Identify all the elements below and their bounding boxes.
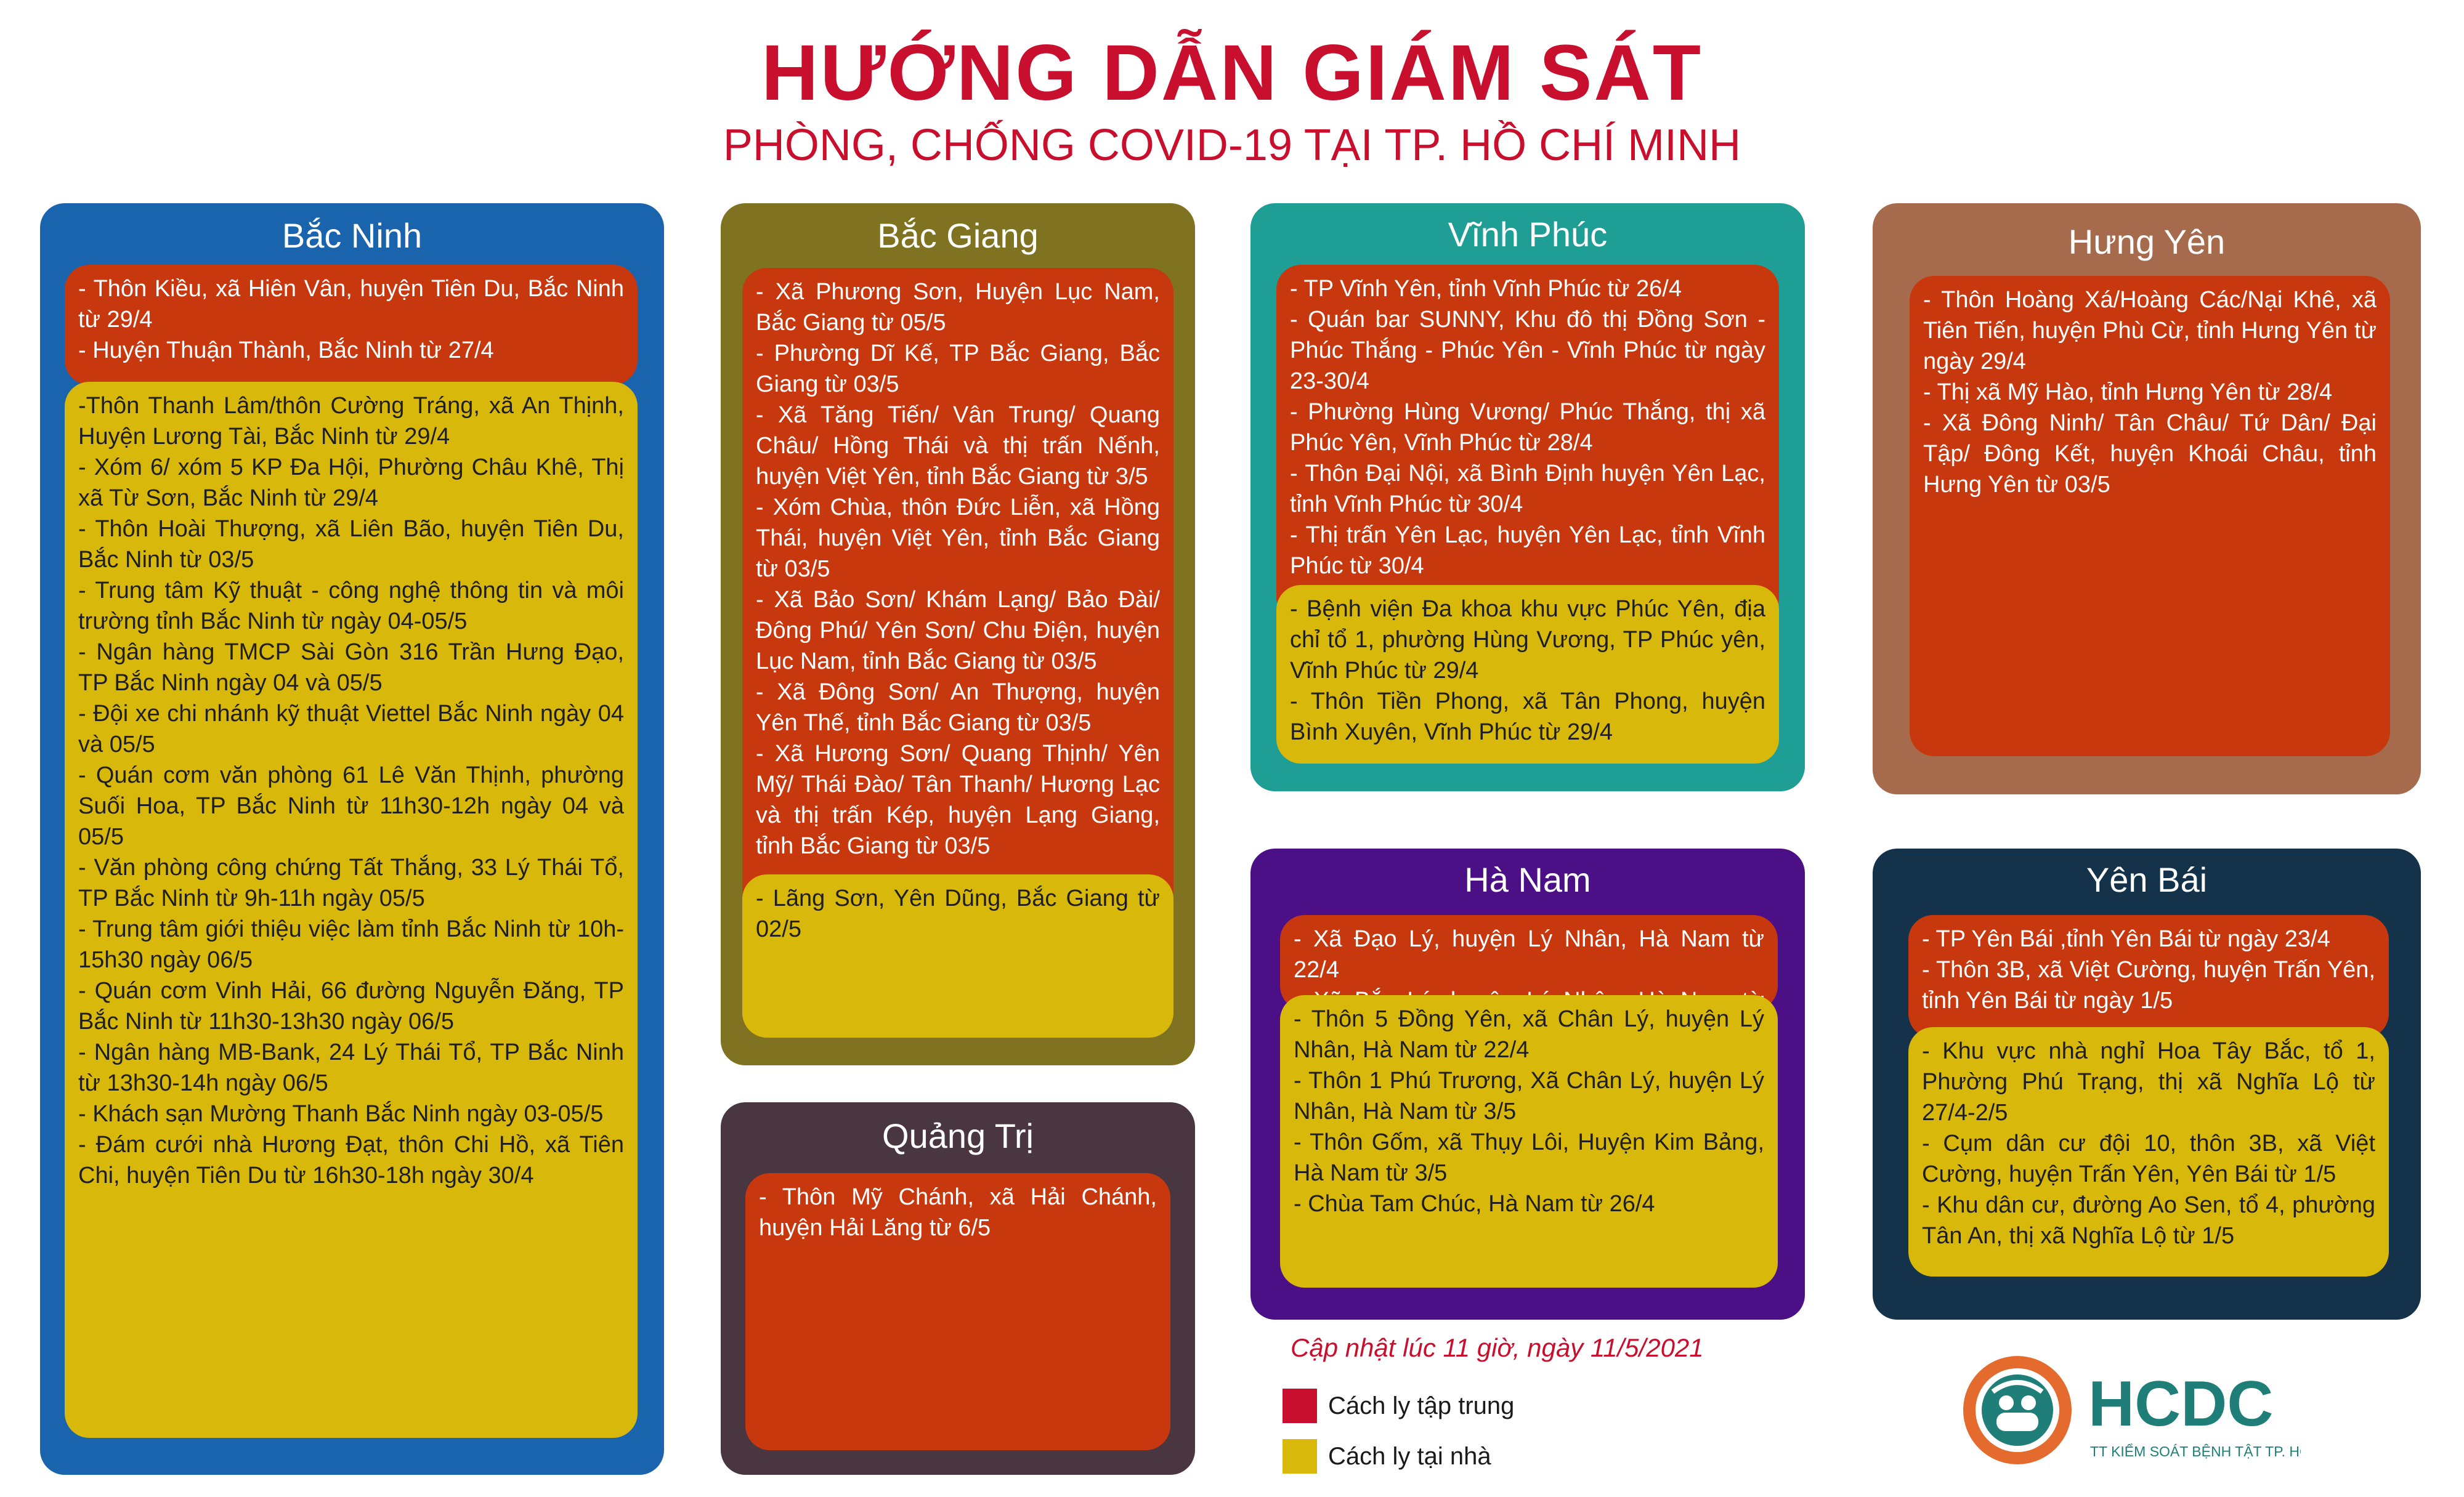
entry-line: - Xóm Chùa, thôn Đức Liễn, xã Hồng Thái, huyện Việt Yên, tỉnh Bắc Giang từ 03/5 [756, 494, 1160, 582]
entry-line: - Trung tâm giới thiệu việc làm tỉnh Bắc Ninh từ 10h-15h30 ngày 06/5 [78, 916, 624, 973]
entry-line: - Thôn 1 Phú Trương, Xã Chân Lý, huyện Lý Nhân, Hà Nam từ 3/5 [1294, 1068, 1764, 1124]
card-title: Bắc Giang [877, 216, 1039, 255]
logo-subtext: TT KIỂM SOÁT BỆNH TẬT TP. HCM [2090, 1443, 2301, 1459]
card-title: Yên Bái [2086, 860, 2208, 899]
card-title: Bắc Ninh [282, 216, 423, 255]
entry-line: - Xã Đạo Lý, huyện Lý Nhân, Hà Nam từ 22/4 [1294, 926, 1764, 983]
entry-line: - Đám cưới nhà Hương Đạt, thôn Chi Hồ, xã Tiên Chi, huyện Tiên Du từ 16h30-18h ngày 30/4 [78, 1132, 624, 1188]
entry-line: - Thôn Hoàng Xá/Hoàng Các/Nại Khê, xã Tiên Tiến, huyện Phù Cừ, tỉnh Hưng Yên từ ngày 29/4 [1923, 287, 2377, 374]
card-quang-tri [721, 1102, 1195, 1475]
entry-line: - Ngân hàng MB-Bank, 24 Lý Thái Tổ, TP Bắc Ninh từ 13h30-14h ngày 06/5 [78, 1039, 624, 1096]
entry-line: - Bệnh viện Đa khoa khu vực Phúc Yên, địa chỉ tổ 1, phường Hùng Vương, TP Phúc yên, Vĩnh Phúc từ 29/4 [1290, 596, 1765, 684]
red-box [742, 268, 1173, 914]
entry-line: - Thôn Gốm, xã Thụy Lôi, Huyện Kim Bảng, Hà Nam từ 3/5 [1294, 1129, 1764, 1186]
legend-red-label: Cách ly tập trung [1328, 1392, 1515, 1419]
entry-line: - Thôn Mỹ Chánh, xã Hải Chánh, huyện Hải Lăng từ 6/5 [759, 1184, 1157, 1241]
card-title: Vĩnh Phúc [1448, 215, 1608, 254]
card-hung-yen [1873, 203, 2421, 794]
red-box [1908, 915, 2389, 1038]
entry-line: - Thôn Kiều, xã Hiên Vân, huyện Tiên Du, Bắc Ninh từ 29/4 [78, 276, 624, 333]
yellow-box [742, 874, 1173, 1038]
entry-line: - Quán bar SUNNY, Khu đô thị Đồng Sơn - Phúc Thắng - Phúc Yên - Vĩnh Phúc từ ngày 23-30/4 [1290, 307, 1765, 394]
card-bac-ninh [40, 203, 664, 1475]
card-yen-bai [1873, 849, 2421, 1320]
entry-line: - Xóm 6/ xóm 5 KP Đa Hội, Phường Châu Khê, Thị xã Từ Sơn, Bắc Ninh từ 29/4 [78, 454, 624, 511]
page-subtitle: PHÒNG, CHỐNG COVID-19 TẠI TP. HỒ CHÍ MINH [723, 121, 1741, 170]
entry-line: - Xã Bảo Sơn/ Khám Lạng/ Bảo Đài/ Đông Phú/ Yên Sơn/ Chu Điện, huyện Lục Nam, tỉnh Bắc Giang từ 03/5 [756, 587, 1160, 674]
card-vinh-phuc [1250, 203, 1805, 791]
entry-line: - Phường Hùng Vương/ Phúc Thắng, thị xã Phúc Yên, Vĩnh Phúc từ 28/4 [1290, 399, 1765, 456]
entry-line: - Quán cơm văn phòng 61 Lê Văn Thịnh, phường Suối Hoa, TP Bắc Ninh từ 11h30-12h ngày 04 và 05/5 [78, 762, 624, 850]
entry-line: - Chùa Tam Chúc, Hà Nam từ 26/4 [1294, 1191, 1655, 1217]
entry-line: - Thị xã Mỹ Hào, tỉnh Hưng Yên từ 28/4 [1923, 379, 2333, 405]
legend-yellow [1283, 1439, 1491, 1474]
entry-line: - Khách sạn Mường Thanh Bắc Ninh ngày 03-05/5 [78, 1101, 604, 1127]
entry-line: - Thôn Hoài Thượng, xã Liên Bão, huyện Tiên Du, Bắc Ninh từ 03/5 [78, 516, 624, 573]
entry-line: - TP Vĩnh Yên, tỉnh Vĩnh Phúc từ 26/4 [1290, 276, 1682, 302]
red-box [1910, 276, 2390, 756]
red-box [65, 265, 638, 385]
legend-red [1283, 1389, 1514, 1423]
entry-line: - Xã Tăng Tiến/ Vân Trung/ Quang Châu/ Hồng Thái và thị trấn Nếnh, huyện Việt Yên, tỉnh Bắc Giang từ 3/5 [756, 402, 1160, 490]
entry-line: - Thôn 5 Đồng Yên, xã Chân Lý, huyện Lý Nhân, Hà Nam từ 22/4 [1294, 1006, 1764, 1063]
entry-line: - Thôn Đại Nội, xã Bình Định huyện Yên Lạc, tỉnh Vĩnh Phúc từ 30/4 [1290, 461, 1765, 517]
yellow-box [1276, 585, 1779, 764]
red-box [745, 1173, 1170, 1450]
entry-line: -Thôn Thanh Lâm/thôn Cường Tráng, xã An Thịnh, Huyện Lương Tài, Bắc Ninh từ 29/4 [78, 393, 624, 450]
entry-line: - Đội xe chi nhánh kỹ thuật Viettel Bắc Ninh ngày 04 và 05/5 [78, 701, 624, 757]
entry-line: - Xã Đông Sơn/ An Thượng, huyện Yên Thế, tỉnh Bắc Giang từ 03/5 [756, 679, 1160, 736]
entry-line: - Quán cơm Vinh Hải, 66 đường Nguyễn Đăng, TP Bắc Ninh từ 11h30-13h30 ngày 06/5 [78, 978, 624, 1035]
card-title: Hà Nam [1464, 860, 1591, 899]
red-box [1276, 265, 1779, 622]
card-ha-nam [1250, 849, 1805, 1320]
hcdc-logo-icon [1956, 1349, 2301, 1472]
entry-line: - Thị trấn Yên Lạc, huyện Yên Lạc, tỉnh Vĩnh Phúc từ 30/4 [1290, 522, 1765, 579]
card-title: Quảng Trị [882, 1116, 1034, 1155]
yellow-box [1280, 995, 1778, 1288]
logo-text: HCDC [2088, 1368, 2274, 1440]
yellow-box [65, 382, 638, 1438]
entry-line: - Khu dân cư, đường Ao Sen, tổ 4, phường Tân An, thị xã Nghĩa Lộ từ 1/5 [1922, 1192, 2375, 1249]
hcdc-logo [1956, 1349, 2301, 1475]
entry-line: - Trung tâm Kỹ thuật - công nghệ thông tin và môi trường tỉnh Bắc Ninh từ ngày 04-05/5 [78, 578, 624, 634]
entry-line: - Lãng Sơn, Yên Dũng, Bắc Giang từ 02/5 [756, 886, 1160, 942]
entry-line: - Văn phòng công chứng Tất Thắng, 33 Lý Thái Tổ, TP Bắc Ninh từ 9h-11h ngày 05/5 [78, 855, 624, 911]
page-title: HƯỚNG DẪN GIÁM SÁT [761, 29, 1703, 117]
legend-yellow-label: Cách ly tại nhà [1328, 1442, 1491, 1470]
entry-line: - Khu vực nhà nghỉ Hoa Tây Bắc, tổ 1, Phường Phú Trạng, thị xã Nghĩa Lộ từ 27/4-2/5 [1922, 1038, 2375, 1126]
entry-line: - Thôn Tiền Phong, xã Tân Phong, huyện Bình Xuyên, Vĩnh Phúc từ 29/4 [1290, 688, 1765, 745]
yellow-box [1908, 1027, 2389, 1277]
legend-yellow-swatch [1283, 1439, 1317, 1474]
entry-line: - Cụm dân cư đội 10, thôn 3B, xã Việt Cường, huyện Trấn Yên, Yên Bái từ 1/5 [1922, 1131, 2375, 1187]
entry-line: - Huyện Thuận Thành, Bắc Ninh từ 27/4 [78, 337, 494, 363]
card-title: Hưng Yên [2068, 222, 2226, 261]
legend-red-swatch [1283, 1389, 1317, 1423]
entry-line: - Xã Hương Sơn/ Quang Thịnh/ Yên Mỹ/ Thái Đào/ Tân Thanh/ Hương Lạc và thị trấn Kép, huyện Lạng Giang, tỉnh Bắc Giang từ 03/5 [756, 741, 1160, 859]
updated-timestamp: Cập nhật lúc 11 giờ, ngày 11/5/2021 [1291, 1333, 1704, 1362]
entry-line: - Ngân hàng TMCP Sài Gòn 316 Trần Hưng Đạo, TP Bắc Ninh ngày 04 và 05/5 [78, 639, 624, 696]
entry-line: - TP Yên Bái ,tỉnh Yên Bái từ ngày 23/4 [1922, 926, 2330, 952]
entry-line: - Phường Dĩ Kế, TP Bắc Giang, Bắc Giang từ 03/5 [756, 341, 1160, 397]
entry-line: - Xã Phương Sơn, Huyện Lục Nam, Bắc Giang từ 05/5 [756, 279, 1160, 336]
entry-line: - Thôn 3B, xã Việt Cường, huyện Trấn Yên, tỉnh Yên Bái từ ngày 1/5 [1922, 957, 2375, 1014]
entry-line: - Xã Đông Ninh/ Tân Châu/ Tứ Dân/ Đại Tập/ Đông Kết, huyện Khoái Châu, tỉnh Hưng Yên từ 03/5 [1923, 410, 2377, 498]
card-bac-giang [721, 203, 1195, 1065]
